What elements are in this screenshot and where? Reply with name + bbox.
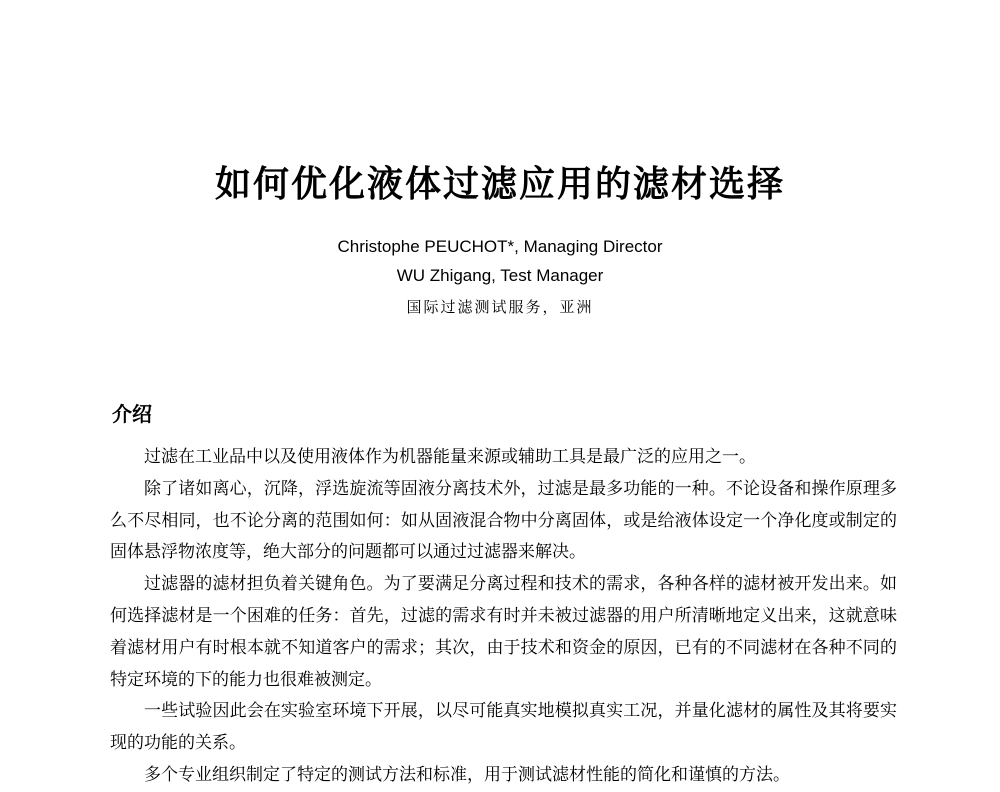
paragraph-3: 过滤器的滤材担负着关键角色。为了要满足分离过程和技术的需求，各种各样的滤材被开发出来。如何选择滤材是一个困难的任务：首先，过滤的需求有时并未被过滤器的用户所清晰地定义出来，这就意味着滤材用户有时根本就不知道客户的需求；其次，由于技术和资金的原因，已有的不同滤材在各种不同的特定环境的下的能力也很难被测定。 [110, 574, 897, 690]
paragraph-4: 一些试验因此会在实验室环境下开展，以尽可能真实地模拟真实工况，并量化滤材的属性及其将要实现的功能的关系。 [110, 701, 897, 754]
affiliation: 国际过滤测试服务，亚洲 [406, 298, 594, 316]
section-body [110, 442, 897, 792]
paragraph-2: 除了诸如离心，沉降，浮选旋流等固液分离技术外，过滤是最多功能的一种。不论设备和操作原理多么不尽相同，也不论分离的范围如何：如从固液混合物中分离固体，或是给液体设定一个净化度或制定的固体悬浮物浓度等，绝大部分的问题都可以通过过滤器来解决。 [110, 478, 897, 563]
author-line-2: WU Zhigang, Test Manager [396, 266, 604, 285]
author-line-1: Christophe PEUCHOT*, Managing Director [337, 237, 663, 256]
paragraph-1: 过滤在工业品中以及使用液体作为机器能量来源或辅助工具是最广泛的应用之一。 [144, 447, 756, 467]
paper-title: 如何优化液体过滤应用的滤材选择 [214, 163, 785, 205]
paragraph-5: 多个专业组织制定了特定的测试方法和标准，用于测试滤材性能的简化和谨慎的方法。 [144, 764, 790, 785]
section-heading-introduction: 介绍 [112, 402, 152, 426]
